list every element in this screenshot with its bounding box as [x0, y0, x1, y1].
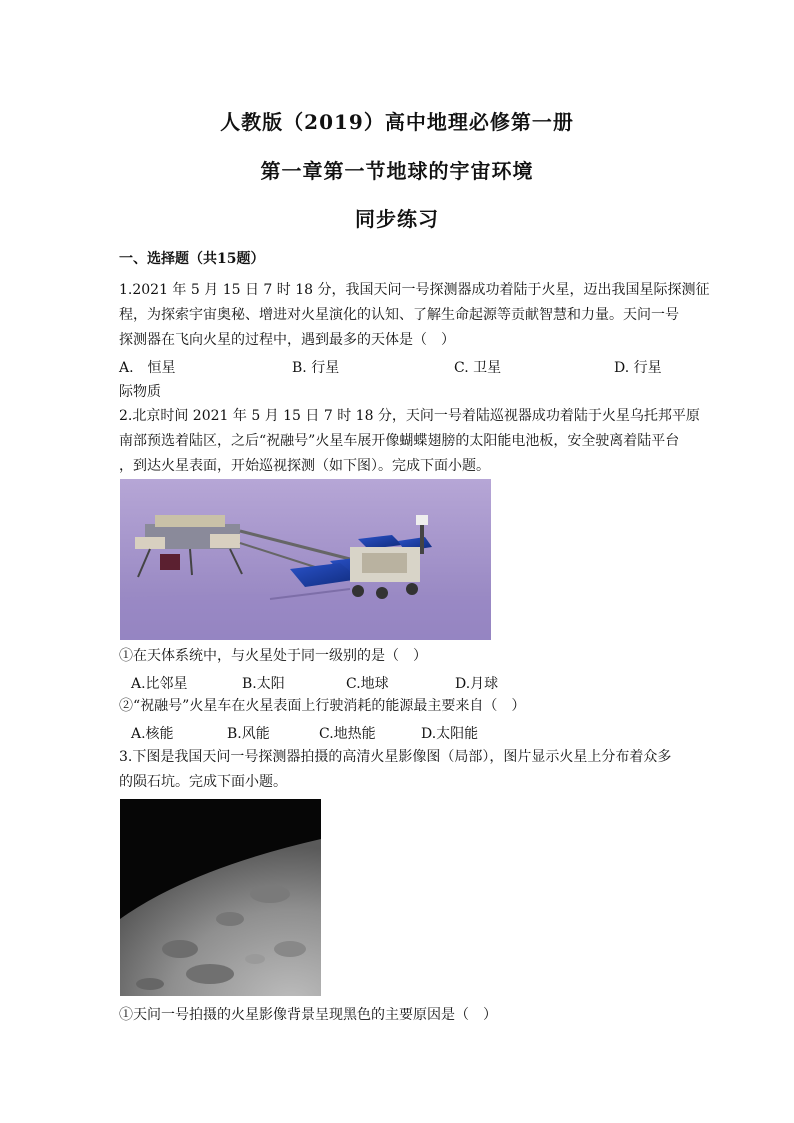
- q2-line-3: ，到达火星表面，开始巡视探测（如下图）。完成下面小题。: [119, 458, 490, 474]
- q3-line-1: 3.下图是我国天问一号探测器拍摄的高清火星影像图（局部），图片显示火星上分布着众多: [119, 749, 672, 765]
- q2-sub1-option-c: C.地球: [346, 676, 389, 692]
- q3-sub1-question: ①天问一号拍摄的火星影像背景呈现黑色的主要原因是（ ）: [119, 1007, 497, 1023]
- q2-sub2-option-d: D.太阳能: [421, 726, 479, 742]
- q1-option-a: A. 恒星: [119, 360, 176, 376]
- q2-sub1-option-d: D.月球: [455, 676, 499, 692]
- q1-line-3: 探测器在飞向火星的过程中，遇到最多的天体是（ ）: [119, 332, 455, 348]
- chapter-title: 第一章第一节地球的宇宙环境: [260, 159, 534, 183]
- q2-sub1-question: ①在天体系统中，与火星处于同一级别的是（ ）: [119, 648, 427, 664]
- mars-rover-photo: [120, 479, 491, 640]
- q1-line-1: 1.2021 年 5 月 15 日 7 时 18 分，我国天问一号探测器成功着陆于火星，迈出我国星际探测征: [119, 282, 710, 298]
- q1-option-c: C. 卫星: [454, 360, 502, 376]
- q3-line-2: 的陨石坑。完成下面小题。: [119, 774, 287, 790]
- q2-sub2-question: ②“祝融号”火星车在火星表面上行驶消耗的能源最主要来自（ ）: [119, 698, 526, 714]
- q2-sub2-option-a: A.核能: [131, 726, 174, 742]
- document-subtitle: 同步练习: [355, 207, 439, 231]
- q2-line-2: 南部预选着陆区，之后“祝融号”火星车展开像蝴蝶翅膀的太阳能电池板，安全驶离着陆平台: [119, 433, 680, 449]
- q1-line-2: 程，为探索宇宙奥秘、增进对火星演化的认知、了解生命起源等贡献智慧和力量。天问一号: [119, 307, 679, 323]
- document-title: 人教版（2019）高中地理必修第一册: [220, 110, 574, 134]
- q1-option-d-wrap: 际物质: [119, 384, 161, 400]
- q1-option-d: D. 行星: [614, 360, 662, 376]
- q2-sub2-option-c: C.地热能: [319, 726, 376, 742]
- section-heading: 一、选择题（共15题）: [119, 251, 265, 267]
- q2-sub1-option-b: B.太阳: [242, 676, 285, 692]
- mars-crater-photo: [120, 799, 321, 996]
- q2-sub1-option-a: A.比邻星: [131, 676, 188, 692]
- q2-line-1: 2.北京时间 2021 年 5 月 15 日 7 时 18 分，天问一号着陆巡视器成功着陆于火星乌托邦平原: [119, 408, 700, 424]
- q2-sub2-option-b: B.风能: [227, 726, 270, 742]
- q1-option-b: B. 行星: [292, 360, 340, 376]
